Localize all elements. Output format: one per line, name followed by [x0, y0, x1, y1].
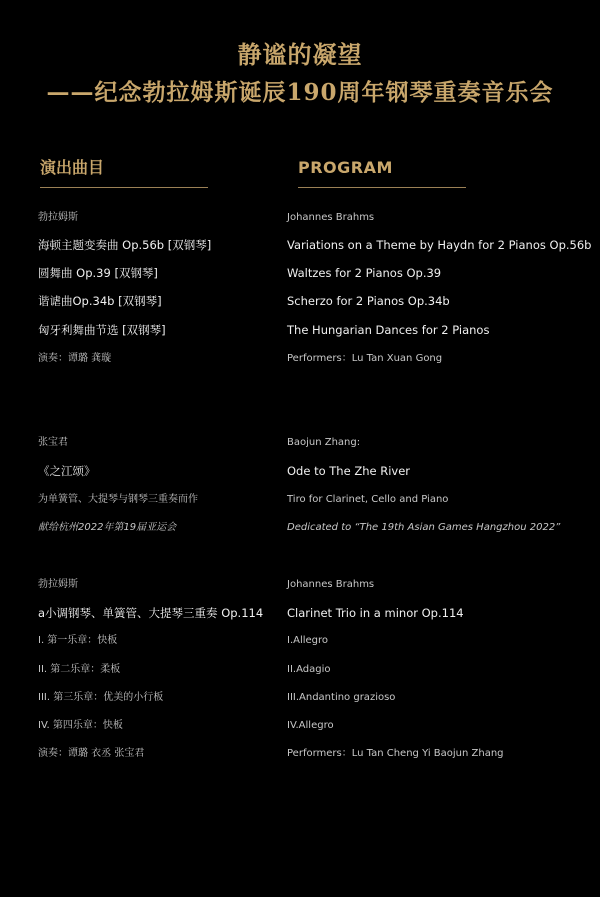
section2-work-cn: 《之江颂》 [38, 464, 96, 478]
section3-movement-en-2: II.Adagio [287, 664, 331, 675]
section3-performers-en: Performers：Lu Tan Cheng Yi Baojun Zhang [287, 748, 504, 759]
section3-work-cn: a小调钢琴、单簧管、大提琴三重奏 Op.114 [38, 606, 264, 620]
section3-composer-cn: 勃拉姆斯 [38, 579, 78, 590]
section3-composer-en: Johannes Brahms [287, 579, 375, 590]
section1-work-en-4: The Hungarian Dances for 2 Pianos [287, 323, 490, 337]
section2-scoring-cn: 为单簧管、大提琴与钢琴三重奏而作 [38, 494, 198, 505]
section1-work-cn-2: 圆舞曲 Op.39 [双钢琴] [38, 266, 158, 280]
section3-performers-cn: 演奏：谭璐 衣丞 张宝君 [38, 748, 145, 759]
section2-work-en: Ode to The Zhe River [287, 464, 411, 478]
section1-composer-cn: 勃拉姆斯 [38, 212, 78, 223]
title-line-2: ——纪念勃拉姆斯诞辰190周年钢琴重奏音乐会 [46, 79, 554, 106]
concert-title [0, 36, 600, 112]
program-heading-cn: 演出曲目 [40, 158, 105, 177]
section3-work-en: Clarinet Trio in a minor Op.114 [287, 606, 464, 620]
heading-divider-en [298, 187, 466, 188]
section3-movement-cn-4: IV. 第四乐章：快板 [38, 720, 123, 731]
section1-performers-en: Performers：Lu Tan Xuan Gong [287, 353, 443, 364]
section3-movement-en-1: I.Allegro [287, 635, 329, 646]
program-heading-en: PROGRAM [298, 158, 393, 177]
section1-work-cn-3: 谐谑曲Op.34b [双钢琴] [38, 294, 162, 308]
section1-work-en-1: Variations on a Theme by Haydn for 2 Pianos Op.56b [287, 238, 592, 252]
section2-scoring-en: Tiro for Clarinet, Cello and Piano [287, 494, 449, 505]
section2-composer-cn: 张宝君 [38, 437, 68, 448]
title-line-1: 静谧的凝望 [237, 40, 363, 69]
heading-divider-cn [40, 187, 208, 188]
section1-work-cn-4: 匈牙利舞曲节选 [双钢琴] [38, 323, 166, 337]
section1-performers-cn: 演奏：谭璐 龚璇 [38, 353, 112, 364]
section1-work-en-3: Scherzo for 2 Pianos Op.34b [287, 294, 450, 308]
section1-composer-en: Johannes Brahms [287, 212, 375, 223]
section3-movement-cn-1: I. 第一乐章：快板 [38, 635, 118, 646]
section2-dedication-cn: 献给杭州2022年第19届亚运会 [38, 522, 177, 533]
section3-movement-en-3: III.Andantino grazioso [287, 692, 396, 703]
section1-work-cn-1: 海顿主题变奏曲 Op.56b [双钢琴] [38, 238, 212, 252]
section2-dedication-en: Dedicated to “The 19th Asian Games Hangzhou 2022” [287, 522, 561, 533]
section2-composer-en: Baojun Zhang: [287, 437, 361, 448]
section1-work-en-2: Waltzes for 2 Pianos Op.39 [287, 266, 442, 280]
section3-movement-en-4: IV.Allegro [287, 720, 334, 731]
section3-movement-cn-3: III. 第三乐章：优美的小行板 [38, 692, 164, 703]
section3-movement-cn-2: II. 第二乐章：柔板 [38, 664, 121, 675]
